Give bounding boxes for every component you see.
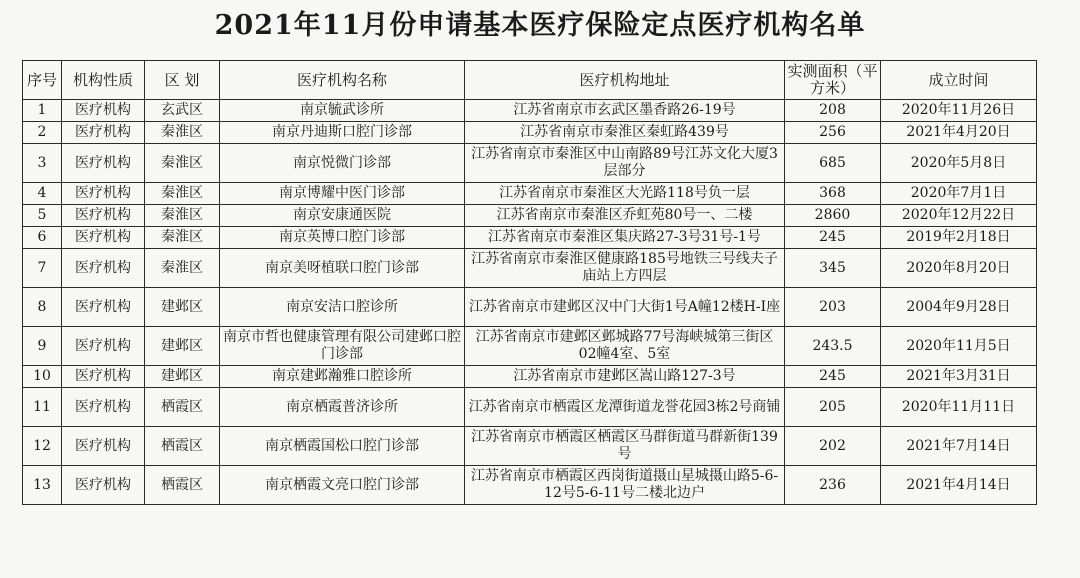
cell-district: 秦淮区 <box>145 205 220 227</box>
cell-date: 2021年4月20日 <box>881 122 1037 144</box>
cell-name: 南京博耀中医门诊部 <box>220 183 465 205</box>
cell-type: 医疗机构 <box>62 144 145 183</box>
cell-district: 玄武区 <box>145 100 220 122</box>
cell-type: 医疗机构 <box>62 249 145 288</box>
table-row <box>23 366 1037 388</box>
cell-date: 2021年3月31日 <box>881 366 1037 388</box>
cell-date: 2020年8月20日 <box>881 249 1037 288</box>
table-row <box>23 122 1037 144</box>
cell-district: 秦淮区 <box>145 144 220 183</box>
cell-type: 医疗机构 <box>62 205 145 227</box>
cell-date: 2020年11月5日 <box>881 327 1037 366</box>
cell-area: 245 <box>785 227 881 249</box>
cell-date: 2021年4月14日 <box>881 466 1037 505</box>
cell-type: 医疗机构 <box>62 466 145 505</box>
cell-type: 医疗机构 <box>62 388 145 427</box>
header-district: 区 划 <box>145 61 220 100</box>
cell-name: 南京丹迪斯口腔门诊部 <box>220 122 465 144</box>
cell-area: 203 <box>785 288 881 327</box>
cell-date: 2004年9月28日 <box>881 288 1037 327</box>
cell-address: 江苏省南京市秦淮区秦虹路439号 <box>465 122 785 144</box>
cell-name: 南京英博口腔门诊部 <box>220 227 465 249</box>
header-address: 医疗机构地址 <box>465 61 785 100</box>
cell-date: 2020年11月26日 <box>881 100 1037 122</box>
cell-address: 江苏省南京市建邺区邺城路77号海峡城第三街区02幢4室、5室 <box>465 327 785 366</box>
table-row <box>23 205 1037 227</box>
cell-type: 医疗机构 <box>62 366 145 388</box>
cell-area: 205 <box>785 388 881 427</box>
cell-no: 9 <box>23 327 62 366</box>
cell-address: 江苏省南京市秦淮区大光路118号负一层 <box>465 183 785 205</box>
header-type: 机构性质 <box>62 61 145 100</box>
header-area: 实测面积（平方米） <box>785 61 881 100</box>
cell-address: 江苏省南京市栖霞区栖霞区马群街道马群新街139号 <box>465 427 785 466</box>
cell-name: 南京毓武诊所 <box>220 100 465 122</box>
cell-area: 345 <box>785 249 881 288</box>
table-row <box>23 183 1037 205</box>
table-row <box>23 227 1037 249</box>
cell-area: 368 <box>785 183 881 205</box>
cell-address: 江苏省南京市秦淮区乔虹苑80号一、二楼 <box>465 205 785 227</box>
cell-type: 医疗机构 <box>62 288 145 327</box>
table-row <box>23 144 1037 183</box>
cell-no: 4 <box>23 183 62 205</box>
cell-name: 南京悦微门诊部 <box>220 144 465 183</box>
cell-area: 202 <box>785 427 881 466</box>
cell-no: 2 <box>23 122 62 144</box>
cell-name: 南京安康通医院 <box>220 205 465 227</box>
cell-address: 江苏省南京市秦淮区集庆路27-3号31号-1号 <box>465 227 785 249</box>
cell-date: 2019年2月18日 <box>881 227 1037 249</box>
table-row <box>23 466 1037 505</box>
table-row <box>23 388 1037 427</box>
cell-name: 南京栖霞文亮口腔门诊部 <box>220 466 465 505</box>
cell-district: 建邺区 <box>145 366 220 388</box>
table-row <box>23 100 1037 122</box>
cell-name: 南京栖霞国松口腔门诊部 <box>220 427 465 466</box>
cell-name: 南京美呀植联口腔门诊部 <box>220 249 465 288</box>
cell-no: 8 <box>23 288 62 327</box>
cell-no: 13 <box>23 466 62 505</box>
cell-no: 5 <box>23 205 62 227</box>
cell-district: 建邺区 <box>145 327 220 366</box>
table-row <box>23 427 1037 466</box>
cell-address: 江苏省南京市栖霞区龙潭街道龙誉花园3栋2号商铺 <box>465 388 785 427</box>
cell-district: 栖霞区 <box>145 466 220 505</box>
cell-address: 江苏省南京市秦淮区中山南路89号江苏文化大厦3层部分 <box>465 144 785 183</box>
cell-no: 11 <box>23 388 62 427</box>
cell-district: 栖霞区 <box>145 427 220 466</box>
cell-date: 2020年5月8日 <box>881 144 1037 183</box>
cell-address: 江苏省南京市建邺区汉中门大街1号A幢12楼H-I座 <box>465 288 785 327</box>
cell-district: 栖霞区 <box>145 388 220 427</box>
cell-address: 江苏省南京市栖霞区西岗街道摄山星城摄山路5-6-12号5-6-11号二楼北边户 <box>465 466 785 505</box>
cell-address: 江苏省南京市建邺区嵩山路127-3号 <box>465 366 785 388</box>
cell-address: 江苏省南京市秦淮区健康路185号地铁三号线夫子庙站上方四层 <box>465 249 785 288</box>
cell-address: 江苏省南京市玄武区墨香路26-19号 <box>465 100 785 122</box>
table-row <box>23 249 1037 288</box>
cell-area: 685 <box>785 144 881 183</box>
cell-type: 医疗机构 <box>62 122 145 144</box>
cell-no: 1 <box>23 100 62 122</box>
cell-no: 10 <box>23 366 62 388</box>
cell-district: 建邺区 <box>145 288 220 327</box>
cell-area: 236 <box>785 466 881 505</box>
cell-area: 256 <box>785 122 881 144</box>
cell-no: 6 <box>23 227 62 249</box>
cell-type: 医疗机构 <box>62 327 145 366</box>
header-no: 序号 <box>23 61 62 100</box>
cell-name: 南京安洁口腔诊所 <box>220 288 465 327</box>
cell-date: 2020年7月1日 <box>881 183 1037 205</box>
institutions-table <box>22 60 1037 505</box>
cell-type: 医疗机构 <box>62 227 145 249</box>
page-title: 2021年11月份申请基本医疗保险定点医疗机构名单 <box>214 10 866 41</box>
table-header-row <box>23 61 1037 100</box>
cell-type: 医疗机构 <box>62 100 145 122</box>
cell-name: 南京栖霞普济诊所 <box>220 388 465 427</box>
header-name: 医疗机构名称 <box>220 61 465 100</box>
cell-district: 秦淮区 <box>145 227 220 249</box>
cell-district: 秦淮区 <box>145 122 220 144</box>
cell-type: 医疗机构 <box>62 183 145 205</box>
cell-no: 7 <box>23 249 62 288</box>
cell-name: 南京市哲也健康管理有限公司建邺口腔门诊部 <box>220 327 465 366</box>
cell-district: 秦淮区 <box>145 183 220 205</box>
table-row <box>23 327 1037 366</box>
cell-area: 245 <box>785 366 881 388</box>
header-date: 成立时间 <box>881 61 1037 100</box>
cell-area: 2860 <box>785 205 881 227</box>
cell-name: 南京建邺瀚雅口腔诊所 <box>220 366 465 388</box>
cell-type: 医疗机构 <box>62 427 145 466</box>
table-row <box>23 288 1037 327</box>
cell-area: 208 <box>785 100 881 122</box>
cell-area: 243.5 <box>785 327 881 366</box>
cell-district: 秦淮区 <box>145 249 220 288</box>
cell-no: 3 <box>23 144 62 183</box>
cell-no: 12 <box>23 427 62 466</box>
cell-date: 2020年12月22日 <box>881 205 1037 227</box>
cell-date: 2021年7月14日 <box>881 427 1037 466</box>
cell-date: 2020年11月11日 <box>881 388 1037 427</box>
